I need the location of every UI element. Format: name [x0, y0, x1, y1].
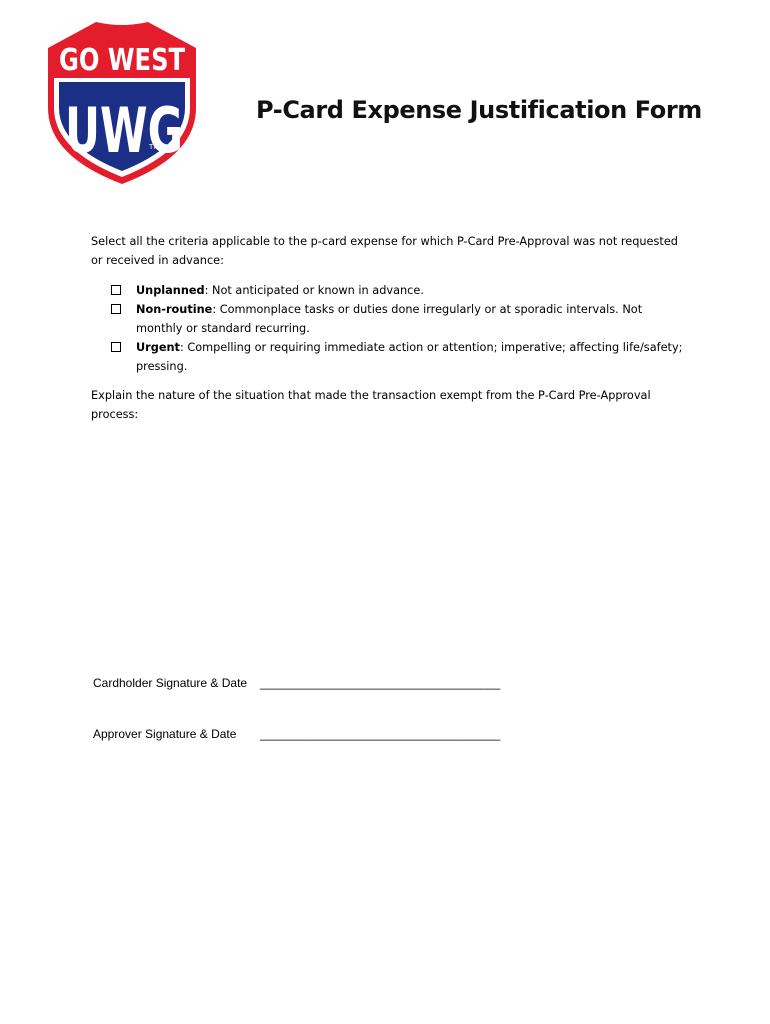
criteria-name: Non-routine [136, 303, 213, 316]
criteria-description: : Commonplace tasks or duties done irregularly or at sporadic intervals. Not monthly or standard recurring. [136, 303, 643, 335]
uwg-go-west-logo [46, 20, 198, 186]
criteria-item-non-routine [108, 300, 688, 338]
unplanned-checkbox[interactable] [111, 285, 121, 295]
criteria-item-urgent [108, 338, 688, 376]
criteria-name: Urgent [136, 341, 180, 354]
criteria-list [108, 281, 688, 376]
approver-signature-label: Approver Signature & Date [93, 727, 237, 741]
criteria-item-unplanned [108, 281, 688, 300]
intro-text: Select all the criteria applicable to the p-card expense for which P-Card Pre-Approval was not requested or received in advance: [91, 235, 678, 267]
approver-signature-line[interactable]: ____________________________________ [260, 727, 501, 741]
form-title: P-Card Expense Justification Form [256, 96, 702, 124]
criteria-description: : Not anticipated or known in advance. [204, 284, 424, 297]
explain-prompt: Explain the nature of the situation that made the transaction exempt from the P-Card Pre-Approval process: [91, 389, 651, 421]
non-routine-checkbox[interactable] [111, 304, 121, 314]
logo-trademark: TM [149, 143, 160, 151]
cardholder-signature-line[interactable]: ____________________________________ [260, 676, 501, 690]
criteria-name: Unplanned [136, 284, 205, 297]
criteria-description: : Compelling or requiring immediate action or attention; imperative; affecting life/safety; pressing. [136, 341, 683, 373]
logo-monogram: UWG [65, 94, 183, 167]
urgent-checkbox[interactable] [111, 342, 121, 352]
logo-top-text: GO WEST [59, 43, 186, 78]
cardholder-signature-label: Cardholder Signature & Date [93, 676, 248, 690]
